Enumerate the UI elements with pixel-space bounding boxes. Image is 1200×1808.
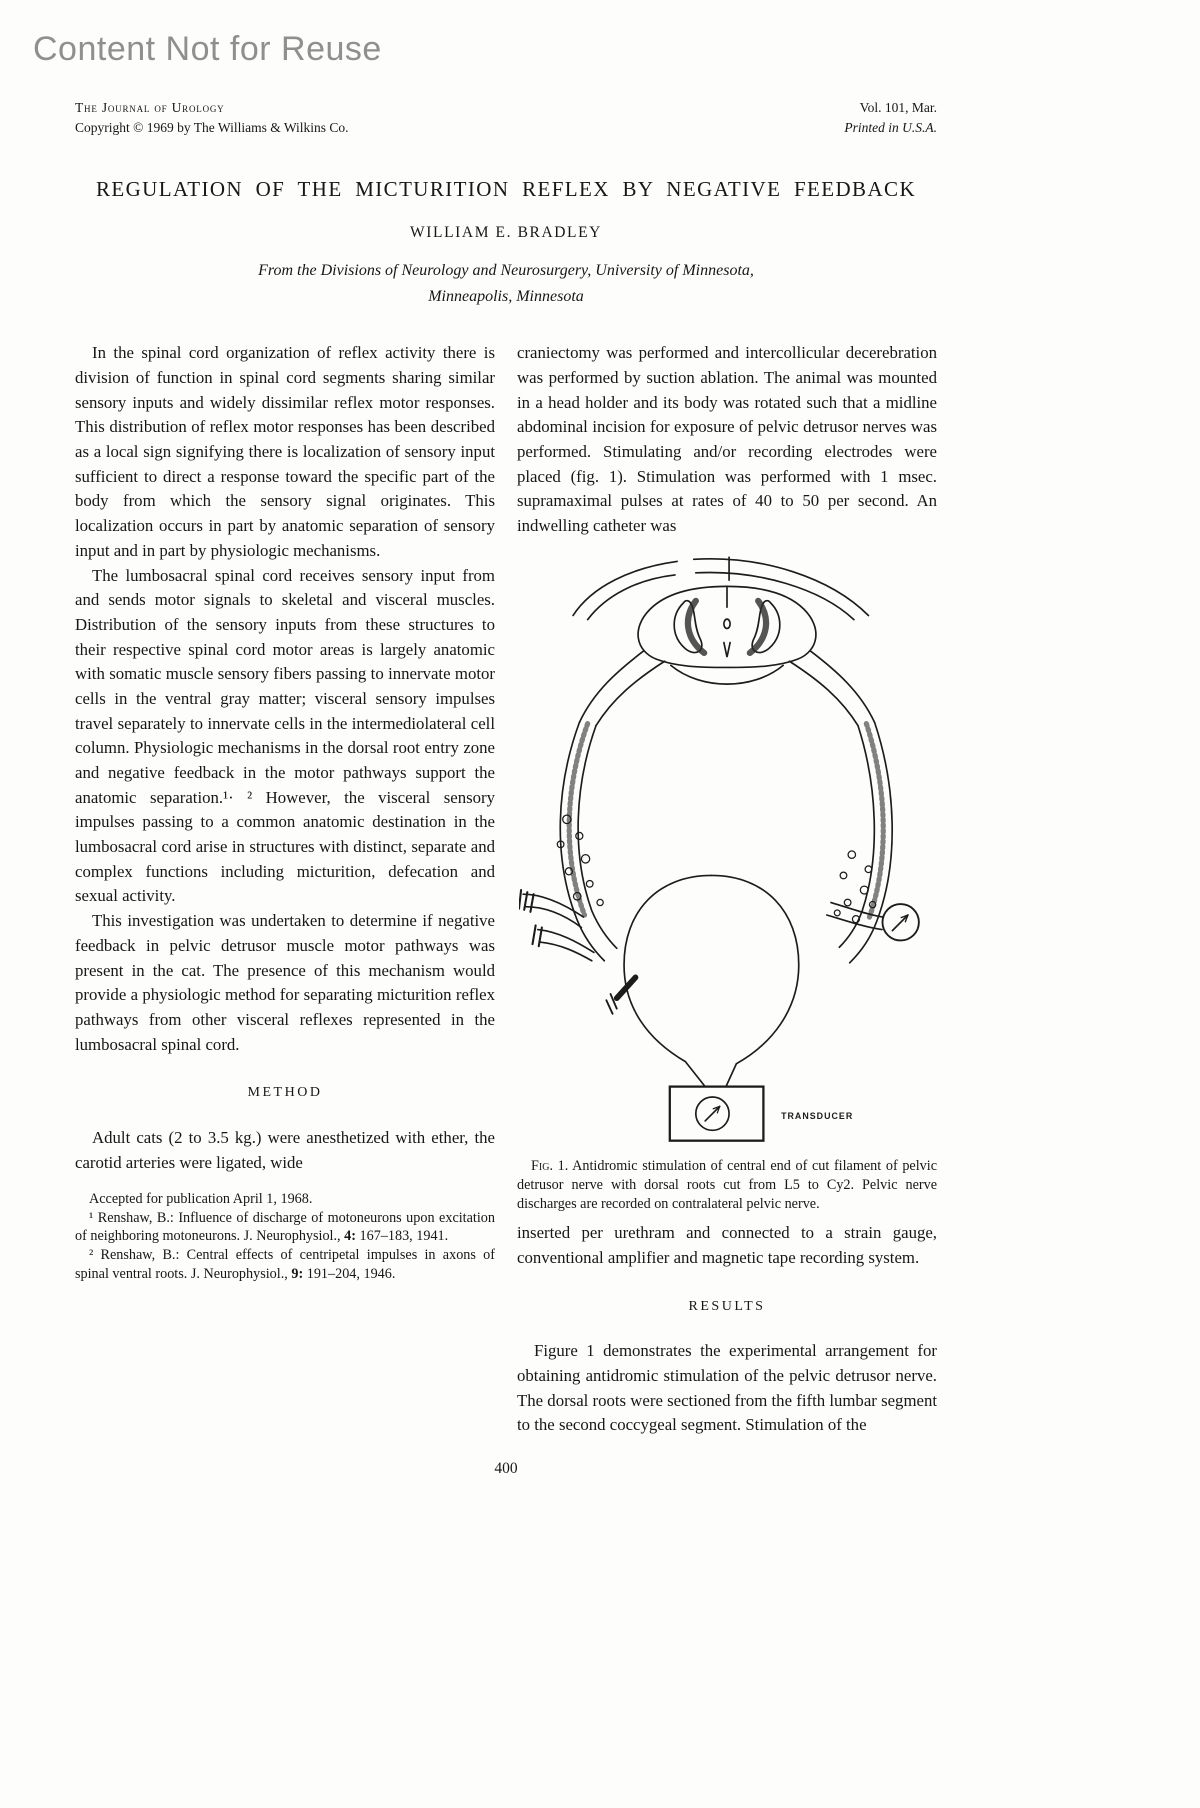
gauge-dial-icon xyxy=(696,1097,729,1130)
paragraph-results-1: Figure 1 demonstrates the experimental arrangement for obtaining antidromic stimulation of the pelvic detrusor nerve. The dorsal roots were sectioned from the fifth lumbar segment to the second coccygeal segment. Stimulation of the xyxy=(517,1341,937,1435)
author-name: WILLIAM E. BRADLEY xyxy=(410,224,602,242)
page-content xyxy=(75,98,937,1478)
figure-caption-text: Antidromic stimulation of central end of cut filament of pelvic detrusor nerve with dorsal roots cut from L5 to Cy2. Pelvic nerve discharges are recorded on contralateral pelvic nerve. xyxy=(517,1157,937,1212)
copyright-line: Copyright © 1969 by The Williams & Wilkins Co. xyxy=(75,119,349,135)
volume-line: Vol. 101, Mar. xyxy=(859,100,937,115)
footnote-reference-2 xyxy=(75,1246,495,1283)
printed-in-line: Printed in U.S.A. xyxy=(844,119,937,135)
figure-caption-label: Fig. 1. xyxy=(531,1157,569,1174)
article-title: REGULATION OF THE MICTURITION REFLEX BY NEGATIVE FEEDBACK xyxy=(95,177,917,202)
paragraph-method-3: inserted per urethram and connected to a strain gauge, conventional amplifier and magnetic tape recording system. xyxy=(517,1223,937,1268)
footnote-reference-1 xyxy=(75,1209,495,1246)
page-number: 400 xyxy=(494,1460,518,1478)
nerve-ganglia xyxy=(557,815,875,923)
masthead-right xyxy=(844,98,937,137)
figure-1 xyxy=(517,551,937,1214)
affiliation-line2: Minneapolis, Minnesota xyxy=(428,287,584,305)
watermark: Content Not for Reuse xyxy=(33,30,382,68)
footnote-2-text: ² Renshaw, B.: Central effects of centripetal impulses in axons of spinal ventral roots. J. Neurophysiol., xyxy=(75,1246,495,1282)
footnote-1-pages: 167–183, 1941. xyxy=(355,1228,449,1245)
footnote-accepted: Accepted for publication April 1, 1968. xyxy=(89,1191,313,1208)
spinal-cord-cross-section xyxy=(573,557,875,725)
affiliation-line1: From the Divisions of Neurology and Neurosurgery, University of Minnesota, xyxy=(258,262,754,280)
masthead-left xyxy=(75,98,349,137)
paragraph-intro-3: This investigation was undertaken to determine if negative feedback in pelvic detrusor muscle motor pathways was present in the cat. The presence of this mechanism would provide a physiologic method for separating micturition reflex pathways from other visceral reflexes represented in the lumbosacral spinal cord. xyxy=(75,911,495,1054)
transducer-label: TRANSDUCER xyxy=(781,1110,854,1121)
masthead xyxy=(75,98,937,137)
journal-name: The Journal of Urology xyxy=(75,100,225,115)
method-heading: METHOD xyxy=(247,1085,323,1101)
results-heading: RESULTS xyxy=(688,1298,766,1314)
footnote-2-pages: 191–204, 1946. xyxy=(303,1265,396,1282)
left-column xyxy=(75,341,495,1438)
right-column xyxy=(517,341,937,1438)
footnote-2-volume: 9: xyxy=(291,1265,304,1282)
paragraph-method-1: Adult cats (2 to 3.5 kg.) were anesthetized with ether, the carotid arteries were ligated, wide xyxy=(75,1127,495,1172)
footnote-1-volume: 4: xyxy=(344,1228,356,1245)
transducer-box xyxy=(670,1086,764,1140)
cut-nerve-stubs-left xyxy=(519,890,594,961)
affiliation xyxy=(75,258,937,309)
electrode-dial-icon xyxy=(882,904,918,940)
paragraph-intro-1: In the spinal cord organization of reflex activity there is division of function in spinal cord segments sharing similar sensory inputs and widely dissimilar reflex motor responses. This distribution of reflex motor responses has been described as a local sign signifying there is localization of sensory input sufficient to direct a response toward the specific part of the body from which the sensory signal originates. This localization occurs in part by anatomic separation of sensory input and in part by physiologic mechanisms. xyxy=(75,343,495,560)
bladder-outline xyxy=(606,875,798,1086)
paragraph-method-2: craniectomy was performed and intercollicular decerebration was performed by suction ablation. The animal was mounted in a head holder and its body was rotated such that a midline abdominal incision for exposure of pelvic detrusor nerves was performed. Stimulating and/or recording electrodes were placed (fig. 1). Stimulation was performed with 1 msec. supramaximal pulses at rates of 40 to 50 per second. An indwelling catheter was xyxy=(517,343,937,536)
footnote-1-text: ¹ Renshaw, B.: Influence of discharge of motoneurons upon excitation of neighboring motoneurons. J. Neurophysiol., xyxy=(75,1209,495,1245)
figure-1-caption xyxy=(517,1157,937,1214)
pelvic-nerve-loops xyxy=(560,722,892,962)
footnotes xyxy=(75,1190,495,1283)
figure-1-drawing xyxy=(519,551,935,1149)
paragraph-intro-2: The lumbosacral spinal cord receives sensory input from and sends motor signals to skeletal and visceral muscles. Distribution of the sensory inputs from these structures to their respective spinal cord motor areas is largely anatomic with somatic muscle sensory fibers passing to innervate motor cells in the ventral gray matter; visceral sensory impulses travel separately to innervate cells in the intermediolateral cell column. Physiologic mechanisms in the dorsal root entry zone and negative feedback in the motor pathways support the anatomic separation.¹· ² However, the visceral sensory impulses passing to a common anatomic destination in the lumbosacral cord arise in structures with distinct, separate and complex functions including micturition, defecation and sexual activity. xyxy=(75,565,495,906)
two-column-body xyxy=(75,341,937,1438)
